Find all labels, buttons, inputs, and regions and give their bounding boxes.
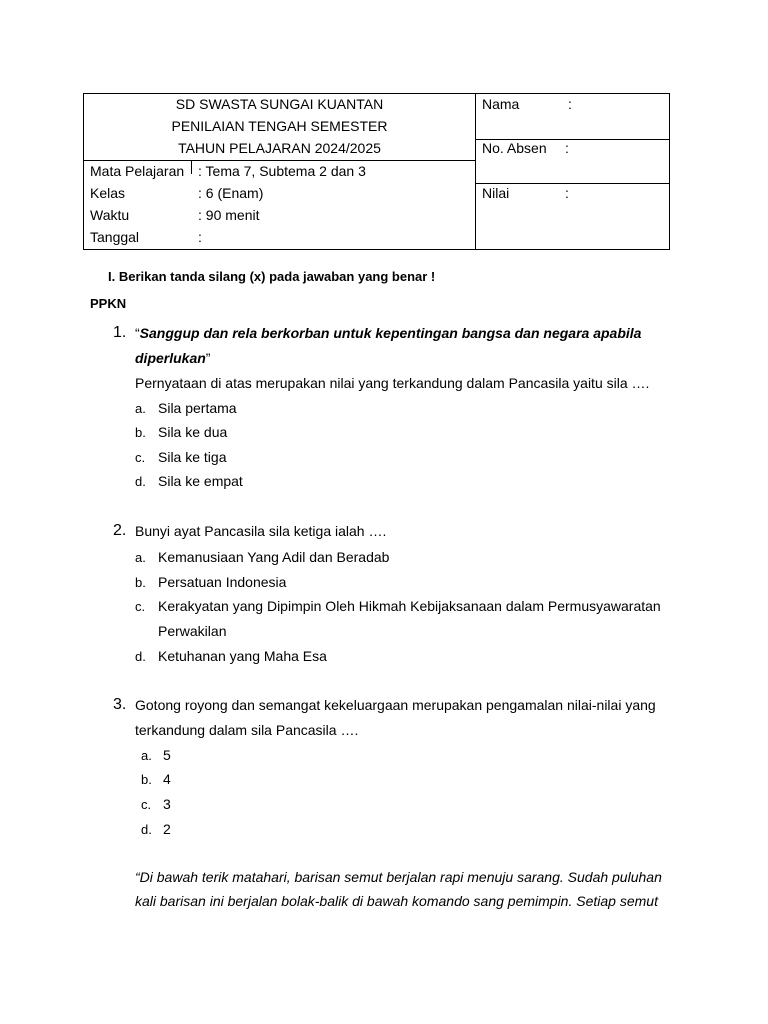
absen-label: No. Absen [482, 140, 547, 156]
question-3-text-line2: terkandung dalam sila Pancasila …. [135, 722, 359, 738]
option-letter: d. [141, 822, 152, 837]
field-label-class: Kelas [90, 185, 126, 201]
option-letter: a. [135, 401, 146, 416]
question-1-quote-line2: diperlukan” [135, 350, 211, 366]
score-label: Nilai [482, 185, 510, 201]
table-divider [475, 183, 670, 184]
option-letter: c. [135, 450, 146, 465]
table-divider [475, 94, 476, 249]
field-value-class: : 6 (Enam) [198, 185, 264, 201]
option-3a[interactable]: 5 [163, 747, 171, 763]
instruction: I. Berikan tanda silang (x) pada jawaban yang benar ! [108, 269, 436, 284]
option-2c-continued[interactable]: Perwakilan [158, 623, 227, 639]
option-letter: c. [135, 599, 146, 614]
option-1d[interactable]: Sila ke empat [158, 473, 243, 489]
option-letter: b. [135, 575, 146, 590]
option-letter: d. [135, 474, 146, 489]
option-2a[interactable]: Kemanusiaan Yang Adil dan Beradab [158, 549, 390, 565]
question-number: 3. [113, 696, 127, 713]
question-1-text: Pernyataan di atas merupakan nilai yang terkandung dalam Pancasila yaitu sila …. [135, 375, 650, 391]
exam-title: PENILAIAN TENGAH SEMESTER [171, 118, 388, 134]
option-2d[interactable]: Ketuhanan yang Maha Esa [158, 648, 327, 664]
question-1-quote-line1: “Sanggup dan rela berkorban untuk kepentingan bangsa dan negara apabila [135, 325, 642, 341]
option-1b[interactable]: Sila ke dua [158, 424, 228, 440]
option-3b[interactable]: 4 [163, 771, 171, 787]
option-3c[interactable]: 3 [163, 796, 171, 812]
question-2-text: Bunyi ayat Pancasila sila ketiga ialah …. [135, 523, 387, 539]
school-name: SD SWASTA SUNGAI KUANTAN [175, 96, 384, 112]
name-label: Nama [482, 96, 520, 112]
question-number: 1. [113, 324, 127, 341]
passage-line2: kali barisan ini berjalan bolak-balik di bawah komando sang pemimpin. Setiap semut [135, 893, 658, 909]
header-table [83, 93, 670, 250]
question-3-text: Gotong royong dan semangat kekeluargaan merupakan pengamalan nilai-nilai yang [135, 697, 656, 713]
option-3d[interactable]: 2 [163, 821, 171, 837]
name-field[interactable]: : [568, 96, 572, 112]
score-field[interactable]: : [565, 185, 569, 201]
field-value-subject: : Tema 7, Subtema 2 dan 3 [198, 163, 366, 179]
option-2b[interactable]: Persatuan Indonesia [158, 574, 287, 590]
question-number: 2. [113, 522, 127, 539]
option-2c[interactable]: Kerakyatan yang Dipimpin Oleh Hikmah Kebijaksanaan dalam Permusyawaratan [158, 598, 661, 614]
absen-field[interactable]: : [565, 140, 569, 156]
field-value-date: : [198, 229, 202, 245]
option-letter: d. [135, 649, 146, 664]
academic-year: TAHUN PELAJARAN 2024/2025 [178, 140, 381, 156]
table-divider [191, 160, 192, 174]
option-letter: a. [135, 550, 146, 565]
option-letter: b. [135, 425, 146, 440]
field-label-time: Waktu [90, 207, 130, 223]
subject-heading: PPKN [90, 296, 127, 311]
option-1a[interactable]: Sila pertama [158, 400, 237, 416]
option-letter: a. [141, 748, 152, 763]
option-letter: b. [141, 772, 152, 787]
field-value-time: : 90 menit [198, 207, 260, 223]
passage-line1: “Di bawah terik matahari, barisan semut berjalan rapi menuju sarang. Sudah puluhan [135, 869, 662, 885]
field-label-date: Tanggal [90, 229, 140, 245]
option-letter: c. [141, 797, 152, 812]
table-divider [84, 160, 475, 161]
option-1c[interactable]: Sila ke tiga [158, 449, 227, 465]
field-label-subject: Mata Pelajaran [90, 163, 185, 179]
